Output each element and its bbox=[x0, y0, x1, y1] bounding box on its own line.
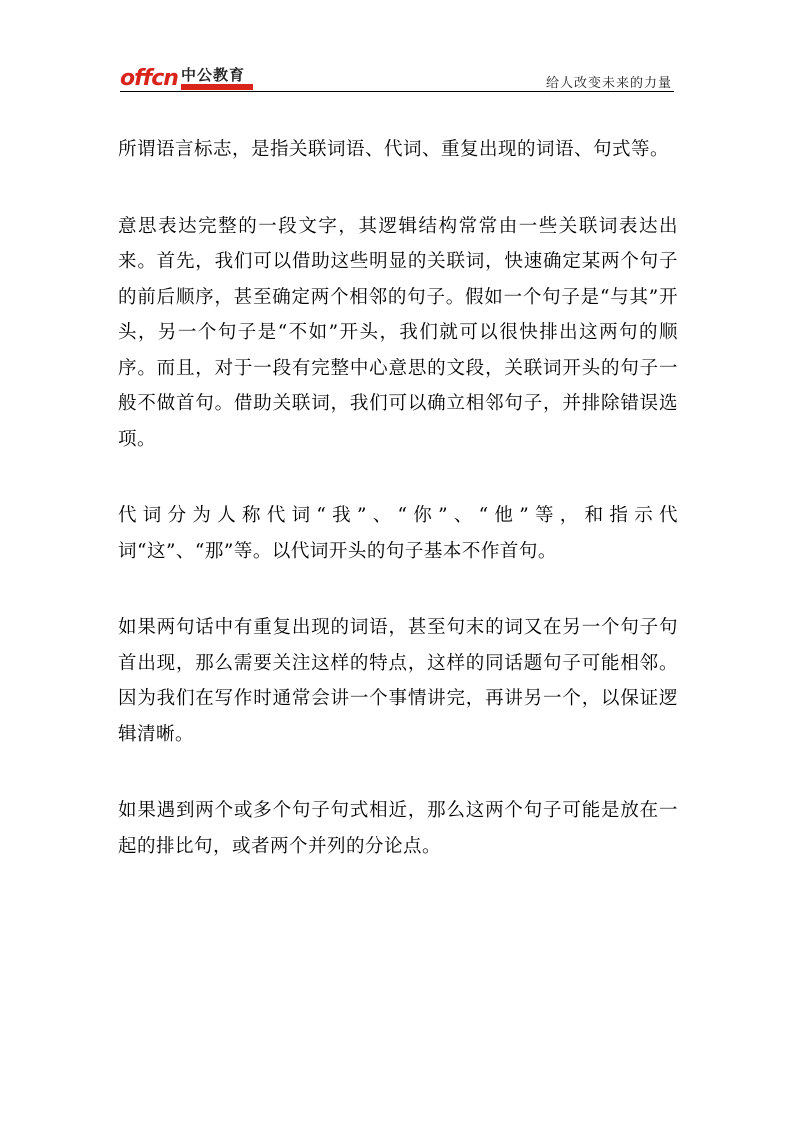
header-divider bbox=[120, 91, 674, 92]
logo-name: 中公教育 bbox=[180, 66, 245, 84]
logo-red-bar bbox=[181, 84, 253, 90]
header-slogan: 给人改变未来的力量 bbox=[545, 76, 672, 91]
paragraph-language-markers: 所谓语言标志，是指关联词语、代词、重复出现的词语、句式等。 bbox=[118, 139, 670, 160]
logo-mark: offcn bbox=[120, 66, 178, 91]
document-body bbox=[118, 132, 678, 905]
paragraph-repeated-words: 如果两句话中有重复出现的词语，甚至句末的词又在另一个句子句首出现，那么需要关注这样的特点，这样的同话题句子可能相邻。因为我们在写作时通常会讲一个事情讲完，再讲另一个，以保证逻辑清晰。 bbox=[118, 617, 678, 745]
logo-text-block bbox=[181, 67, 253, 90]
paragraph-sentence-patterns: 如果遇到两个或多个句子句式相近，那么这两个句子可能是放在一起的排比句，或者两个并列的分论点。 bbox=[118, 800, 678, 857]
paragraph-pronouns: 代词分为人称代词“我”、“你”、“他”等，和指示代词“这”、“那”等。以代词开头的句子基本不作首句。 bbox=[118, 505, 678, 562]
offcn-logo bbox=[120, 58, 280, 90]
page-header bbox=[120, 52, 674, 92]
paragraph-conjunctions: 意思表达完整的一段文字，其逻辑结构常常由一些关联词表达出来。首先，我们可以借助这些明显的关联词，快速确定某两个句子的前后顺序，甚至确定两个相邻的句子。假如一个句子是“与其”开头，另一个句子是“不如”开头，我们就可以很快排出这两句的顺序。而且，对于一段有完整中心意思的文段，关联词开头的句子一般不做首句。借助关联词，我们可以确立相邻句子，并排除错误选项。 bbox=[118, 215, 678, 450]
